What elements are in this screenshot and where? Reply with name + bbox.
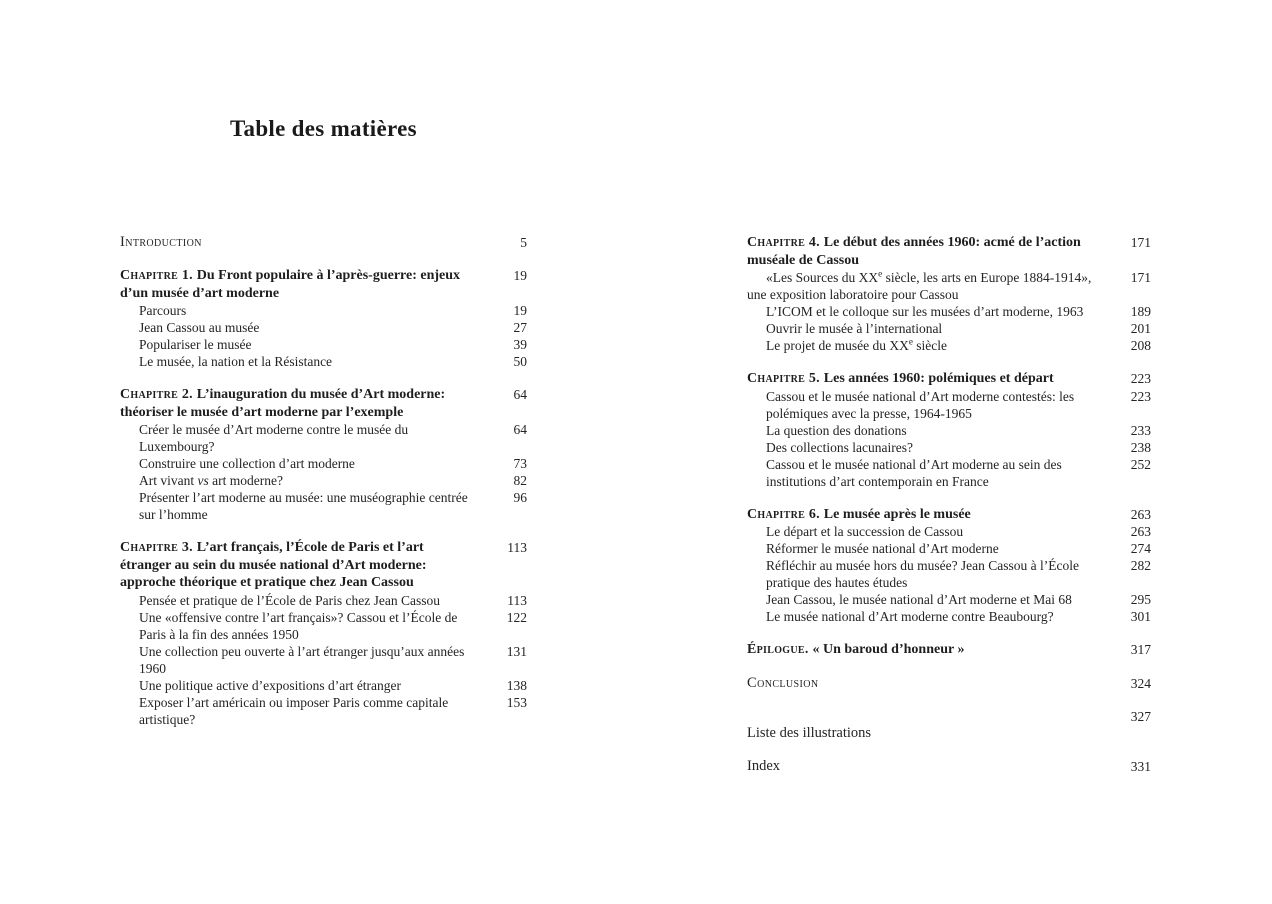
toc-entry (120, 353, 527, 370)
toc-chapter-prefix: Épilogue. (747, 642, 813, 657)
toc-entry-page-number: 19 (513, 303, 527, 318)
toc-entry (120, 609, 527, 643)
toc-entry (747, 725, 1151, 742)
toc-left-column (120, 234, 527, 728)
toc-entry-page-number: 327 (1130, 708, 1151, 724)
toc-entry-label: Chapitre 2. L’inauguration du musée d’Art moderne: théoriser le musée d’art moderne par l’exemple (120, 387, 446, 420)
toc-entry-page-number: 223 (1130, 371, 1151, 386)
toc-entry-page-number: 64 (513, 422, 527, 437)
toc-chapter-prefix: Chapitre 4. (747, 235, 824, 250)
toc-entry (120, 592, 527, 609)
toc-entry-page-number: 138 (506, 677, 527, 693)
toc-entry-label: La question des donations (766, 422, 907, 438)
toc-entry (747, 439, 1151, 456)
toc-entry (120, 267, 527, 302)
toc-entry (747, 608, 1151, 625)
toc-entry-label: Exposer l’art américain ou imposer Paris comme capitale artistique? (139, 694, 449, 727)
toc-entry-page-number: 301 (1130, 609, 1151, 624)
toc-entry-page-number: 252 (1130, 456, 1151, 472)
toc-entry (747, 557, 1151, 591)
toc-chapter-prefix: Chapitre 5. (747, 371, 824, 386)
toc-entry-label: Introduction (120, 234, 202, 250)
toc-entry (747, 320, 1151, 337)
toc-entry-label: Le musée, la nation et la Résistance (139, 354, 333, 369)
toc-entry-page-number: 317 (1130, 642, 1151, 657)
toc-entry (747, 234, 1151, 269)
toc-entry-page-number: 282 (1130, 558, 1151, 573)
toc-entry (120, 302, 527, 319)
toc-entry-page-number: 82 (513, 473, 527, 488)
toc-entry (120, 421, 527, 455)
toc-entry-label: L’ICOM et le colloque sur les musées d’art moderne, 1963 (766, 304, 1084, 319)
toc-entry-label: Présenter l’art moderne au musée: une muséographie centrée sur l’homme (139, 490, 468, 522)
toc-entry (120, 234, 527, 251)
toc-entry-label: Conclusion (747, 674, 819, 691)
toc-entry (747, 388, 1151, 422)
toc-entry-label: Le musée national d’Art moderne contre Beaubourg? (766, 609, 1054, 624)
toc-entry (120, 336, 527, 353)
toc-entry (747, 370, 1151, 388)
toc-entry (747, 540, 1151, 557)
toc-entry-page-number: 122 (506, 609, 527, 625)
toc-entry-label: «Les Sources du XXe siècle, les arts en Europe 1884-1914», une exposition laboratoire pour Cassou (747, 268, 1092, 302)
toc-entry-label: Le départ et la succession de Cassou (766, 524, 964, 539)
toc-entry-label: Ouvrir le musée à l’international (766, 321, 943, 336)
toc-entry (120, 455, 527, 472)
toc-entry-page-number: 64 (513, 387, 527, 402)
toc-entry-page-number: 208 (1130, 338, 1151, 353)
toc-entry-label: Liste des illustrations (747, 724, 872, 741)
toc-entry-page-number: 27 (513, 320, 527, 335)
toc-entry-label: Pensée et pratique de l’École de Paris chez Jean Cassou (139, 592, 441, 608)
toc-entry-page-number: 274 (1130, 541, 1151, 556)
toc-entry-page-number: 263 (1130, 524, 1151, 539)
page-title: Table des matières (230, 116, 417, 142)
toc-entry-page-number: 5 (520, 235, 527, 250)
toc-entry-label: Épilogue. « Un baroud d’honneur » (747, 642, 965, 657)
toc-entry (120, 319, 527, 336)
toc-entry-label: Des collections lacunaires? (766, 439, 913, 455)
toc-entry (120, 472, 527, 489)
toc-entry-label: Populariser le musée (139, 337, 252, 352)
toc-entry-label: Index (747, 757, 781, 774)
toc-entry-page-number: 131 (506, 643, 527, 659)
toc-entry-page-number: 295 (1130, 592, 1151, 607)
toc-entry-label: Jean Cassou, le musée national d’Art moderne et Mai 68 (766, 592, 1072, 607)
toc-chapter-prefix: Chapitre 2. (120, 387, 197, 402)
toc-entry (747, 337, 1151, 354)
toc-entry-label: Chapitre 5. Les années 1960: polémiques et départ (747, 371, 1054, 386)
toc-entry (747, 708, 1151, 725)
toc-entry-page-number: 324 (1130, 675, 1151, 691)
toc-entry-page-number: 113 (507, 540, 527, 555)
toc-entry-page-number: 113 (507, 592, 527, 608)
toc-entry (747, 758, 1151, 775)
toc-entry-page-number: 238 (1130, 439, 1151, 455)
toc-entry (747, 506, 1151, 524)
toc-entry-page-number: 171 (1130, 235, 1151, 250)
toc-entry-label: Cassou et le musée national d’Art moderne au sein des institutions d’art contemporain en France (766, 456, 1062, 489)
toc-entry-page-number: 39 (513, 337, 527, 352)
toc-chapter-prefix: Chapitre 1. (120, 268, 197, 283)
toc-entry-label: Créer le musée d’Art moderne contre le musée du Luxembourg? (139, 422, 409, 454)
toc-entry-label: Construire une collection d’art moderne (139, 456, 355, 471)
toc-entry (747, 269, 1151, 303)
toc-entry-page-number: 96 (513, 490, 527, 505)
toc-entry-label: Parcours (139, 303, 187, 318)
toc-entry (747, 523, 1151, 540)
toc-entry (120, 539, 527, 592)
toc-entry-label: Cassou et le musée national d’Art moderne contestés: les polémiques avec la presse, 1964-1965 (766, 388, 1075, 421)
toc-entry-label: Chapitre 4. Le début des années 1960: acmé de l’action muséale de Cassou (747, 235, 1081, 268)
toc-entry (120, 643, 527, 677)
toc-chapter-prefix: Chapitre 3. (120, 540, 197, 555)
toc-entry-label: Le projet de musée du XXe siècle (766, 336, 948, 353)
toc-entry-page-number: 331 (1130, 758, 1151, 774)
toc-entry-page-number: 189 (1130, 304, 1151, 319)
toc-entry-label: Chapitre 1. Du Front populaire à l’après-guerre: enjeux d’un musée d’art moderne (120, 268, 461, 301)
toc-entry (747, 675, 1151, 692)
toc-entry-label: Chapitre 6. Le musée après le musée (747, 506, 971, 522)
toc-entry-page-number: 19 (513, 268, 527, 283)
toc-entry-page-number: 233 (1130, 422, 1151, 438)
toc-entry (120, 677, 527, 694)
toc-entry (747, 303, 1151, 320)
toc-right-column (747, 234, 1151, 775)
toc-entry-page-number: 263 (1130, 506, 1151, 522)
toc-entry-page-number: 73 (513, 456, 527, 471)
toc-entry-page-number: 171 (1130, 270, 1151, 285)
toc-chapter-prefix: Chapitre 6. (747, 506, 824, 522)
toc-entry (747, 641, 1151, 659)
toc-entry-label: Art vivant vs art moderne? (139, 473, 283, 488)
toc-entry-label: Une «offensive contre l’art français»? Cassou et l’École de Paris à la fin des années 1950 (139, 609, 458, 642)
toc-entry-page-number: 153 (506, 694, 527, 710)
toc-entry-label: Chapitre 3. L’art français, l’École de Paris et l’art étranger au sein du musée national d’Art moderne: approche théorique et pratique chez Jean Cassou (120, 540, 427, 590)
toc-entry (120, 694, 527, 728)
toc-entry-label: Une politique active d’expositions d’art étranger (139, 677, 402, 693)
toc-entry (747, 456, 1151, 490)
toc-entry-page-number: 201 (1130, 321, 1151, 336)
toc-entry (120, 489, 527, 523)
toc-entry-label: Réfléchir au musée hors du musée? Jean Cassou à l’École pratique des hautes études (766, 558, 1080, 590)
toc-entry (120, 386, 527, 421)
toc-entry-label: Réformer le musée national d’Art moderne (766, 541, 999, 556)
toc-entry-page-number: 50 (513, 354, 527, 369)
toc-entry (747, 422, 1151, 439)
toc-entry-page-number: 223 (1130, 388, 1151, 404)
toc-entry-label: Jean Cassou au musée (139, 320, 260, 335)
toc-entry (747, 591, 1151, 608)
toc-entry-label (747, 708, 1115, 725)
toc-entry-label: Une collection peu ouverte à l’art étranger jusqu’aux années 1960 (139, 643, 465, 676)
